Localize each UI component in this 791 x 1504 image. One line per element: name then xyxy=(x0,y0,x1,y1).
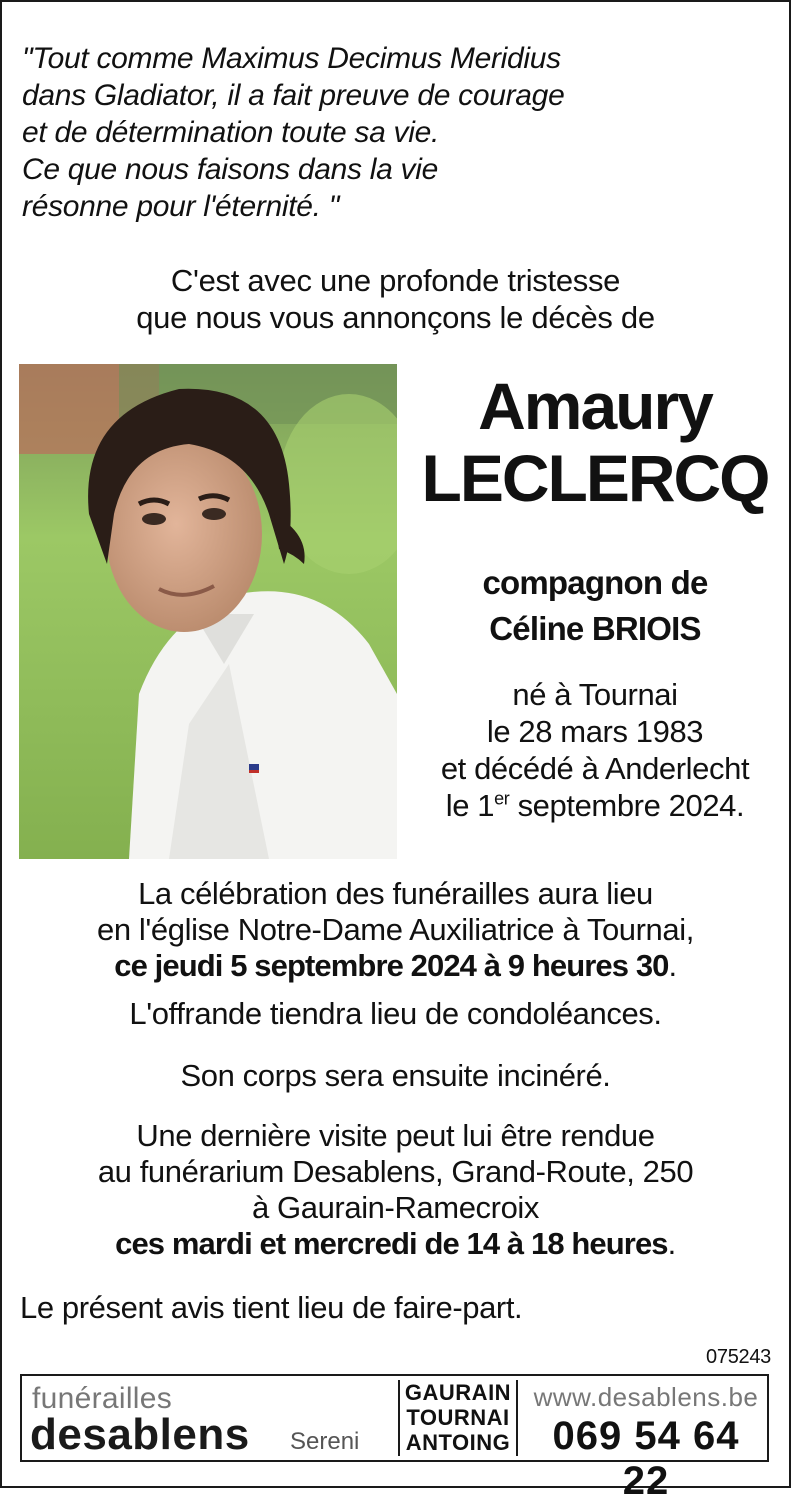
death-date-suffix: septembre 2024. xyxy=(509,788,745,823)
companion-label: compagnon de xyxy=(482,564,708,601)
divider xyxy=(516,1380,518,1456)
companion-block xyxy=(420,560,770,652)
ceremony-line-2: en l'église Notre-Dame Auxiliatrice à Tournai, xyxy=(97,912,694,947)
funeral-home-banner xyxy=(20,1374,769,1503)
birth-place: né à Tournai xyxy=(512,677,678,712)
intro-line-2: que nous vous annonçons le décès de xyxy=(136,300,655,335)
faire-part-notice: Le présent avis tient lieu de faire-part. xyxy=(20,1290,523,1325)
quote-line: Ce que nous faisons dans la vie xyxy=(22,153,438,186)
death-date-prefix: le 1 xyxy=(445,788,495,823)
visit-line-2: au funérarium Desablens, Grand-Route, 250 xyxy=(97,1154,694,1189)
ceremony-date-bold: ce jeudi 5 septembre 2024 à 9 heures 30 xyxy=(114,948,669,983)
intro-line-1: C'est avec une profonde tristesse xyxy=(170,263,621,298)
quote-line: dans Gladiator, il a fait preuve de courage xyxy=(22,79,565,112)
birth-date: le 28 mars 1983 xyxy=(486,714,704,749)
reference-number: 075243 xyxy=(706,1346,771,1368)
intro-text xyxy=(0,262,791,336)
companion-name: Céline BRIOIS xyxy=(489,610,701,647)
ceremony-line-1: La célébration des funérailles aura lieu xyxy=(138,876,653,911)
funerailles-label: funérailles xyxy=(32,1382,173,1415)
brand-logo: desablens xyxy=(30,1410,250,1459)
website-link[interactable]: www.desablens.be xyxy=(533,1382,759,1412)
offering-text xyxy=(0,996,791,1032)
cremation-text xyxy=(0,1058,791,1094)
divider xyxy=(398,1380,400,1456)
quote xyxy=(22,40,742,225)
ceremony-date-end: . xyxy=(668,948,677,983)
visit-line-1: Une dernière visite peut lui être rendue xyxy=(136,1118,655,1153)
visit-info xyxy=(0,1118,791,1262)
ceremony-info xyxy=(0,876,791,984)
location-antoing: ANTOING xyxy=(405,1430,511,1455)
sub-brand: Sereni xyxy=(290,1428,360,1455)
death-place: et décédé à Anderlecht xyxy=(440,751,750,786)
locations xyxy=(404,1380,512,1455)
offering-line: L'offrande tiendra lieu de condoléances. xyxy=(129,996,662,1031)
visit-hours-bold: ces mardi et mercredi de 14 à 18 heures xyxy=(115,1226,668,1261)
visit-hours xyxy=(0,1226,791,1262)
death-date xyxy=(420,787,770,824)
birth-death-info xyxy=(420,676,770,824)
visit-line-3: à Gaurain-Ramecroix xyxy=(251,1190,539,1225)
portrait-photo xyxy=(19,364,397,859)
visit-hours-end: . xyxy=(667,1226,676,1261)
portrait-illustration xyxy=(19,364,397,859)
quote-line: et de détermination toute sa vie. xyxy=(22,116,440,149)
last-name: LECLERCQ xyxy=(421,441,769,515)
ceremony-date xyxy=(0,948,791,984)
first-name: Amaury xyxy=(478,369,712,443)
deceased-name xyxy=(420,370,770,514)
location-tournai: TOURNAI xyxy=(406,1405,510,1430)
quote-line: "Tout comme Maximus Decimus Meridius xyxy=(22,42,561,75)
death-date-ordinal: er xyxy=(494,788,510,809)
quote-line: résonne pour l'éternité. " xyxy=(22,190,340,223)
phone-number[interactable]: 069 54 64 22 xyxy=(552,1414,740,1503)
location-gaurain: GAURAIN xyxy=(404,1380,512,1405)
cremation-line: Son corps sera ensuite incinéré. xyxy=(180,1058,611,1093)
